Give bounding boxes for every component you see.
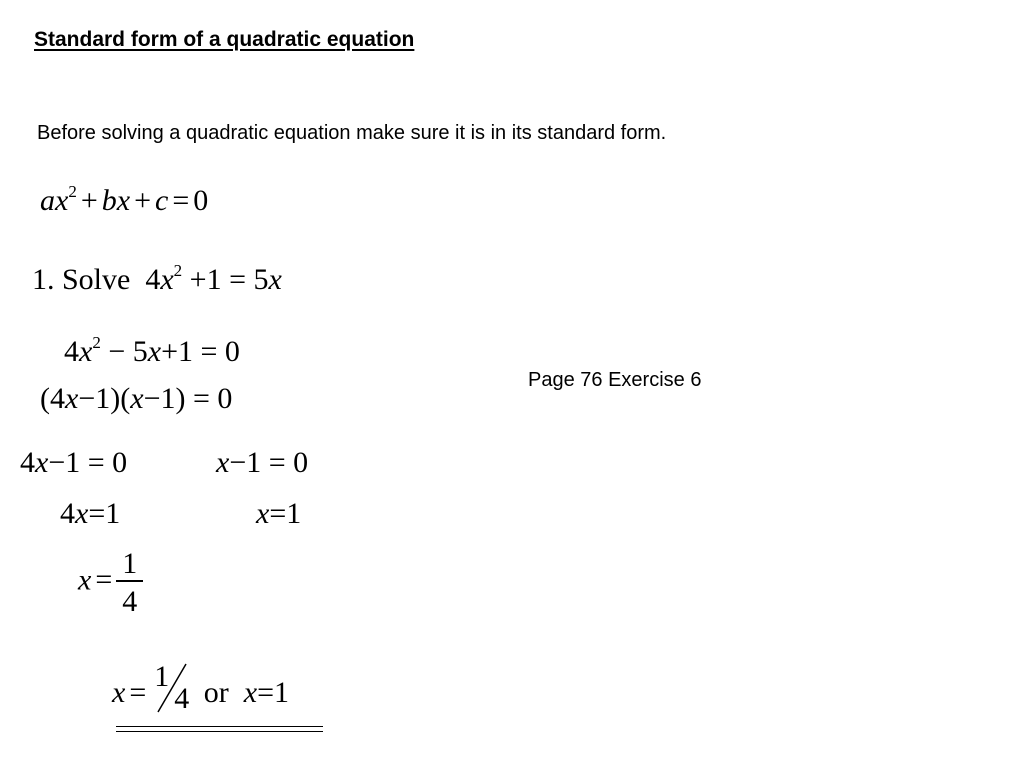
intro-text: Before solving a quadratic equation make sure it is in its standard form.	[37, 122, 667, 144]
numerator: 1	[154, 660, 170, 693]
final-answer	[112, 660, 289, 715]
coefficient: 4	[145, 263, 161, 296]
expression-rest: =1	[269, 497, 302, 530]
fraction-slash	[150, 660, 196, 720]
variable: x	[79, 335, 93, 368]
denominator: 4	[116, 580, 143, 618]
coefficient: 4	[20, 446, 35, 479]
variable: x	[268, 263, 282, 296]
standard-form-equation	[40, 182, 209, 217]
operator: =	[172, 184, 190, 217]
expression-mid: − 5	[108, 335, 148, 368]
coefficient: 4	[64, 335, 79, 368]
denominator: 4	[174, 682, 190, 715]
coefficient: 4	[60, 497, 75, 530]
operator: =	[129, 676, 147, 709]
variable: x	[65, 382, 79, 415]
variable: x	[216, 446, 230, 479]
right-equation-1	[216, 448, 308, 478]
left-equation-2	[60, 499, 120, 529]
or-word: or	[203, 676, 229, 709]
expression-rest: =1	[88, 497, 121, 530]
exponent: 2	[92, 333, 101, 352]
exponent: 2	[173, 261, 183, 280]
variable: x	[160, 263, 174, 296]
term-bx: bx	[101, 184, 131, 217]
variable: x	[243, 676, 258, 709]
rhs: 0	[193, 184, 209, 217]
step-factored	[40, 384, 232, 414]
expression-rest: −1 = 0	[48, 446, 128, 479]
term-c: c	[155, 184, 169, 217]
fraction-equation	[78, 548, 143, 617]
fraction	[116, 548, 143, 617]
numerator: 1	[122, 547, 138, 580]
operator: +	[134, 184, 151, 217]
exponent: 2	[68, 182, 77, 201]
slash-fraction	[150, 660, 196, 715]
left-equation-1	[20, 448, 127, 478]
double-underline	[116, 726, 323, 732]
expression-mid: −1)(	[78, 382, 131, 415]
variable: x	[75, 497, 89, 530]
problem-statement	[32, 261, 282, 296]
expression-rest: +1 = 0	[161, 335, 240, 368]
variable: x	[256, 497, 270, 530]
page-title: Standard form of a quadratic equation	[34, 28, 415, 51]
operator: =	[95, 563, 113, 597]
expression-open: (4	[40, 382, 65, 415]
operator: +	[80, 184, 98, 217]
expression-rest: +1 = 5	[189, 263, 269, 296]
step-standard-form	[64, 333, 240, 368]
right-equation-2	[256, 499, 301, 529]
term-ax: ax	[40, 184, 69, 217]
variable: x	[112, 676, 126, 709]
variable: x	[130, 382, 144, 415]
variable: x	[78, 563, 92, 597]
expression-rest: −1 = 0	[229, 446, 309, 479]
problem-label: 1. Solve	[32, 263, 131, 296]
variable: x	[35, 446, 49, 479]
expression-rest: −1) = 0	[143, 382, 233, 415]
exercise-note: Page 76 Exercise 6	[528, 369, 702, 391]
expression-rest: =1	[257, 676, 289, 709]
variable: x	[147, 335, 162, 368]
